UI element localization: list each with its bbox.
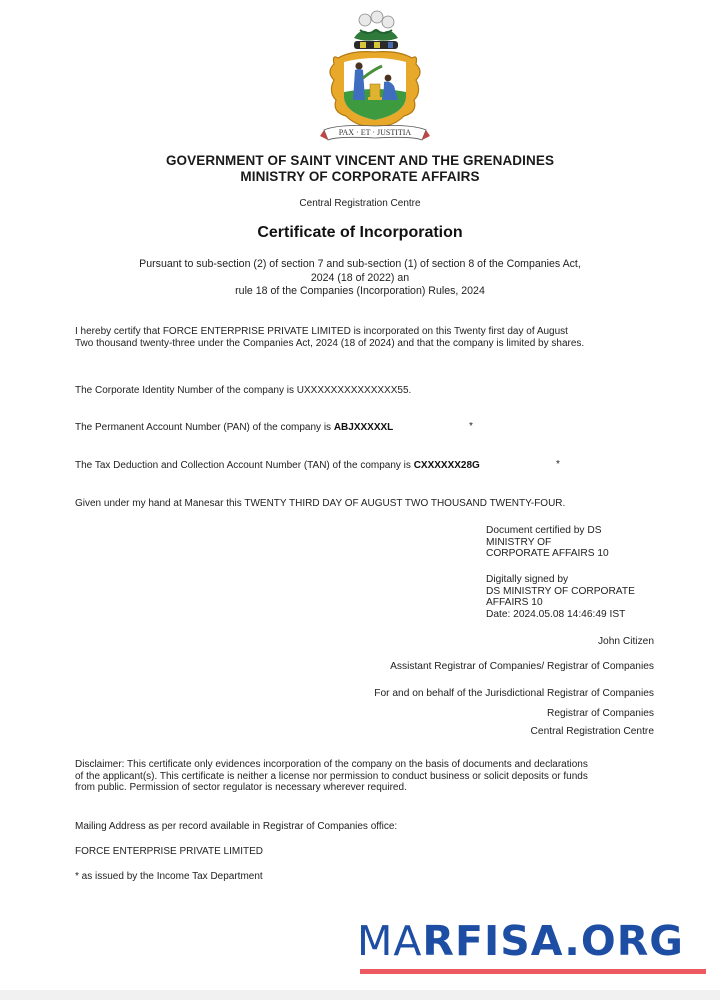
watermark-bold-text: RFISA.ORG [422, 917, 684, 965]
certification-line: Two thousand twenty-three under the Companies Act, 2024 (18 of 2024) and that the company is limited by shares. [75, 337, 585, 349]
certificate-title: Certificate of Incorporation [257, 224, 463, 241]
tan-label: The Tax Deduction and Collection Account Number (TAN) of the company is [75, 460, 414, 471]
digital-line: DS MINISTRY OF CORPORATE [486, 585, 635, 597]
cin-statement [75, 385, 411, 397]
signatory-designation: Assistant Registrar of Companies/ Registrar of Companies [390, 661, 654, 672]
svg-text:PAX · ET · JUSTITIA: PAX · ET · JUSTITIA [338, 128, 412, 137]
disclaimer-line: of the applicant(s). This certificate is neither a license nor permission to conduct business or solicit deposits or funds [75, 770, 588, 782]
footnote: * as issued by the Income Tax Department [75, 871, 263, 882]
cin-value: UXXXXXXXXXXXXXX55. [296, 385, 412, 396]
watermark-underline [360, 969, 706, 974]
registration-centre-line: Central Registration Centre [530, 726, 654, 737]
signatory-name: John Citizen [597, 636, 654, 647]
tan-footnote-marker: * [556, 459, 560, 470]
digital-line: Date: 2024.05.08 14:46:49 IST [486, 608, 626, 620]
pan-value: ABJXXXXXL [333, 422, 394, 433]
ministry-name: MINISTRY OF CORPORATE AFFAIRS [240, 169, 480, 184]
disclaimer-line: from public. Permission of sector regulator is necessary wherever required. [75, 782, 407, 793]
cin-label: The Corporate Identity Number of the company is [75, 385, 297, 396]
mailing-address-label: Mailing Address as per record available in Registrar of Companies office: [75, 821, 398, 832]
office-name: Central Registration Centre [299, 198, 421, 209]
bottom-strip [0, 990, 720, 1000]
certified-line: Document certified by DS [486, 525, 602, 536]
certified-line: CORPORATE AFFAIRS 10 [486, 548, 609, 559]
certification-statement [75, 326, 584, 349]
watermark-thin-text: MA [357, 917, 423, 965]
pursuant-line: rule 18 of the Companies (Incorporation) Rules, 2024 [235, 285, 485, 297]
pursuant-line: 2024 (18 of 2022) an [310, 271, 410, 284]
government-name: GOVERNMENT OF SAINT VINCENT AND THE GRENADINES [165, 153, 555, 168]
digital-signature-block [486, 574, 635, 620]
disclaimer-line: Disclaimer: This certificate only evidences incorporation of the company on the basis of documents and declarations [75, 759, 588, 770]
disclaimer [75, 759, 655, 794]
certified-line: MINISTRY OF [486, 536, 552, 548]
pan-label: The Permanent Account Number (PAN) of the company is [75, 422, 334, 433]
pan-footnote-marker: * [469, 421, 473, 432]
coat-of-arms-icon [318, 8, 432, 150]
given-statement: Given under my hand at Manesar this TWENTY THIRD DAY OF AUGUST TWO THOUSAND TWENTY-FOUR. [75, 498, 566, 509]
pan-statement [75, 422, 393, 434]
registrar-line: Registrar of Companies [546, 708, 654, 719]
marfisa-watermark [357, 918, 684, 964]
mailing-company-name: FORCE ENTERPRISE PRIVATE LIMITED [75, 846, 263, 857]
government-heading [0, 153, 720, 185]
tan-statement [75, 460, 480, 472]
tan-value: CXXXXXX28G [413, 460, 480, 471]
pursuant-line: Pursuant to sub-section (2) of section 7 and sub-section (1) of section 8 of the Companies Act, [139, 258, 581, 270]
digital-line: Digitally signed by [486, 574, 569, 585]
on-behalf-line: For and on behalf of the Jurisdictional Registrar of Companies [374, 688, 654, 699]
digital-line: AFFAIRS 10 [486, 597, 543, 608]
certified-by-block [486, 525, 609, 560]
pursuant-clause [0, 258, 720, 299]
certification-line: I hereby certify that FORCE ENTERPRISE PRIVATE LIMITED is incorporated on this Twenty first day of August [75, 326, 568, 337]
